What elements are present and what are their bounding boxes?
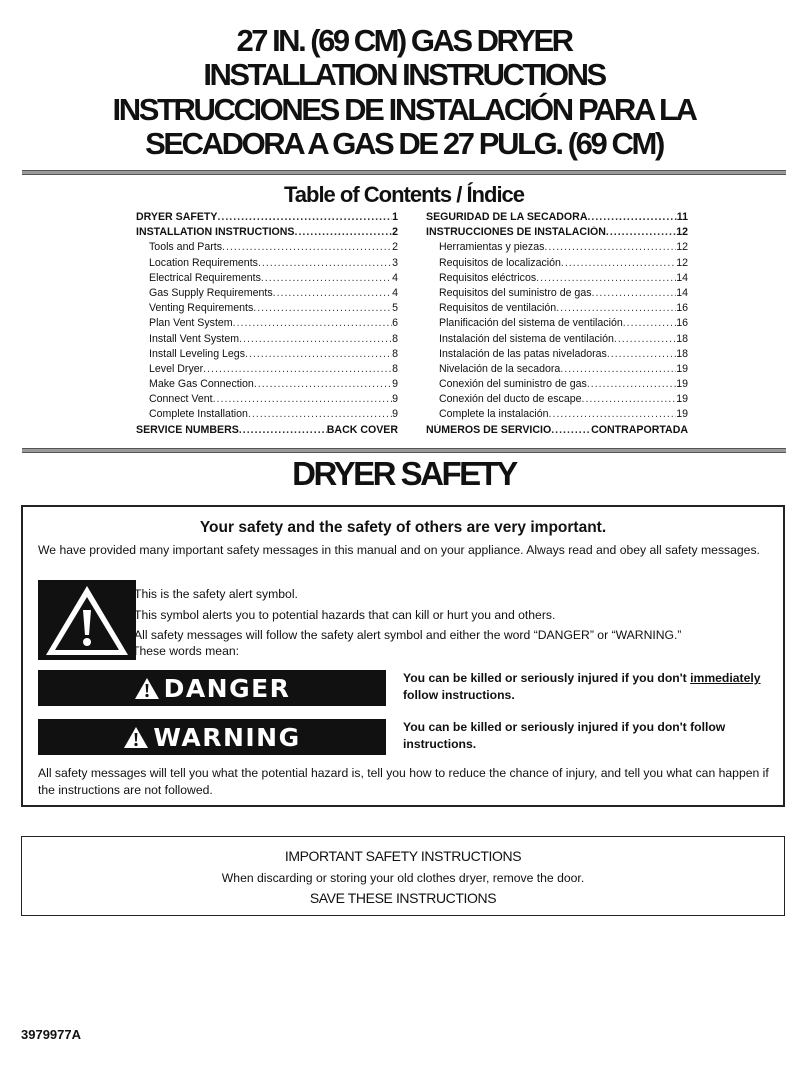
toc-entry-label: Nivelación de la secadora	[439, 362, 561, 375]
toc-entry-label: Herramientas y piezas	[439, 241, 545, 254]
toc-entry	[136, 363, 398, 378]
toc-entry-label: Requisitos de localización	[439, 256, 561, 269]
toc-entry	[426, 378, 688, 393]
toc-entry	[426, 363, 688, 378]
save-instructions-text: SAVE THESE INSTRUCTIONS	[309, 890, 497, 906]
toc-entry-label: Complete Installation	[149, 408, 248, 421]
toc-entry	[136, 378, 398, 393]
toc-entry	[426, 241, 688, 256]
toc-leader-dots	[536, 272, 676, 284]
toc-column-english	[136, 211, 398, 439]
toc-leader-dots	[561, 257, 676, 269]
toc-entry-label: Electrical Requirements	[149, 271, 261, 284]
toc-entry-page: 12	[676, 256, 688, 269]
toc-entry-label: Tools and Parts	[149, 241, 223, 254]
toc-entry	[426, 317, 688, 332]
toc-entry-label: NÚMEROS DE SERVICIO	[426, 423, 552, 436]
toc-entry-label: Level Dryer	[149, 362, 204, 375]
toc-leader-dots	[203, 363, 392, 375]
title-es-line2: SECADORA A GAS DE 27 PULG. (69 CM)	[145, 126, 663, 161]
divider-middle	[22, 448, 786, 453]
toc-entry-page: 12	[676, 241, 688, 254]
toc-entry	[136, 317, 398, 332]
toc-leader-dots	[556, 302, 676, 314]
safety-box	[21, 505, 785, 807]
toc-entry-label: Conexión del ducto de escape	[439, 393, 582, 406]
divider-top	[22, 170, 786, 175]
toc-title: Table of Contents / Índice	[283, 182, 525, 207]
toc-entry	[426, 226, 688, 241]
toc-leader-dots	[623, 317, 676, 329]
toc-entry-label: INSTRUCCIONES DE INSTALACIÓN	[426, 226, 606, 239]
toc-entry-label: Location Requirements	[149, 256, 258, 269]
toc-leader-dots	[551, 424, 591, 436]
toc-entry-page: BACK COVER	[326, 423, 398, 436]
toc-entry	[426, 287, 688, 302]
toc-entry	[426, 393, 688, 408]
toc-leader-dots	[261, 272, 392, 284]
toc-entry	[136, 408, 398, 423]
toc-leader-dots	[253, 302, 392, 314]
toc-entry	[426, 408, 688, 423]
toc-entry-page: 8	[392, 332, 398, 345]
toc-entry-page: 16	[676, 317, 688, 330]
toc-entry	[426, 424, 688, 439]
toc-entry-page: 3	[392, 256, 398, 269]
warning-triangle-icon	[38, 580, 136, 660]
alert-triangle-icon	[134, 677, 160, 700]
toc-leader-dots	[239, 333, 392, 345]
important-instructions-box	[21, 836, 785, 916]
danger-text-after: follow instructions.	[403, 688, 515, 702]
toc-leader-dots	[217, 211, 392, 223]
toc-entry-page: 8	[392, 347, 398, 360]
toc-entry-page: 19	[676, 362, 688, 375]
toc-leader-dots	[254, 378, 392, 390]
toc-entry-page: 14	[676, 271, 688, 284]
toc-entry	[136, 272, 398, 287]
toc-leader-dots	[239, 424, 327, 436]
toc-entry	[426, 302, 688, 317]
title-en-line1: 27 IN. (69 CM) GAS DRYER	[236, 23, 572, 58]
toc-entry-label: Requisitos del suministro de gas	[439, 286, 592, 299]
toc-leader-dots	[544, 241, 676, 253]
danger-label: DANGER	[163, 673, 291, 703]
toc-entry-label: Requisitos eléctricos	[439, 271, 537, 284]
warning-description: You can be killed or seriously injured if you don't follow instructions.	[403, 720, 726, 751]
toc-entry	[136, 257, 398, 272]
toc-leader-dots	[560, 363, 676, 375]
toc-entry	[426, 211, 688, 226]
toc-entry-label: Make Gas Connection	[149, 378, 254, 391]
toc-entry-page: 19	[676, 408, 688, 421]
danger-signal-bar	[38, 670, 386, 706]
symbol-description-line1: This is the safety alert symbol.	[134, 587, 298, 601]
toc-entry-page: 2	[392, 241, 398, 254]
toc-leader-dots	[606, 226, 676, 238]
section-heading-dryer-safety: DRYER SAFETY	[292, 455, 516, 492]
toc-leader-dots	[592, 287, 677, 299]
important-instructions-heading: IMPORTANT SAFETY INSTRUCTIONS	[284, 848, 522, 864]
toc-leader-dots	[614, 333, 676, 345]
toc-leader-dots	[295, 226, 393, 238]
toc-entry-label: Plan Vent System	[149, 317, 233, 330]
toc-leader-dots	[587, 211, 676, 223]
toc-leader-dots	[213, 393, 392, 405]
toc-entry-page: 14	[676, 286, 688, 299]
toc-entry	[136, 241, 398, 256]
toc-entry-page: 18	[676, 347, 688, 360]
toc-entry-page: 9	[392, 393, 398, 406]
toc-entry	[136, 424, 398, 439]
toc-entry-page: 4	[392, 286, 398, 299]
toc-entry-label: INSTALLATION INSTRUCTIONS	[136, 226, 295, 239]
toc-entry-label: Planificación del sistema de ventilación	[439, 317, 623, 330]
document-number: 3979977A	[21, 1027, 81, 1042]
toc-entry	[426, 348, 688, 363]
toc-entry-label: Requisitos de ventilación	[439, 302, 557, 315]
toc-entry	[136, 226, 398, 241]
toc-entry-label: Complete la instalación	[439, 408, 549, 421]
title-es-line1: INSTRUCCIONES DE INSTALACIÓN PARA LA	[112, 92, 696, 127]
toc-entry-label: Conexión del suministro de gas	[439, 378, 587, 391]
toc-entry	[426, 257, 688, 272]
symbol-description-line2: This symbol alerts you to potential hazards that can kill or hurt you and others.	[134, 608, 556, 622]
toc-entry	[136, 211, 398, 226]
document-title-en	[0, 24, 808, 92]
safety-box-heading: Your safety and the safety of others are very important.	[199, 519, 607, 536]
warning-label: WARNING	[153, 722, 301, 752]
toc-entry	[136, 393, 398, 408]
toc-entry-page: 18	[676, 332, 688, 345]
toc-entry-page: 16	[676, 302, 688, 315]
danger-description	[403, 670, 781, 704]
toc-entry-page: 5	[392, 302, 398, 315]
toc-entry-label: Install Vent System	[149, 332, 240, 345]
danger-text-emphasis: immediately	[690, 671, 761, 685]
toc-leader-dots	[587, 378, 676, 390]
toc-entry-label: SERVICE NUMBERS	[136, 423, 239, 436]
toc-entry-page: 9	[392, 408, 398, 421]
toc-leader-dots	[582, 393, 677, 405]
danger-text-before: You can be killed or seriously injured if you don't	[403, 671, 691, 685]
toc-entry-page: CONTRAPORTADA	[591, 423, 688, 436]
toc-entry-page: 6	[392, 317, 398, 330]
toc-entry-label: DRYER SAFETY	[136, 211, 218, 223]
toc-entry-page: 9	[392, 378, 398, 391]
title-en-line2: INSTALLATION INSTRUCTIONS	[203, 57, 605, 92]
toc-leader-dots	[258, 257, 392, 269]
warning-signal-bar	[38, 719, 386, 755]
important-instructions-text: When discarding or storing your old clothes dryer, remove the door.	[221, 871, 585, 885]
toc-column-spanish	[426, 211, 688, 439]
alert-triangle-icon	[123, 726, 149, 749]
symbol-description-line3: All safety messages will follow the safety alert symbol and either the word “DANGER” or “WARNING.”	[134, 628, 682, 642]
toc-entry	[426, 272, 688, 287]
toc-leader-dots	[245, 348, 392, 360]
toc-entry-page: 2	[392, 226, 398, 239]
toc-entry-page: 1	[392, 211, 398, 223]
toc-entry-page: 4	[392, 271, 398, 284]
toc-leader-dots	[549, 408, 677, 420]
toc-leader-dots	[233, 317, 392, 329]
toc-entry-label: SEGURIDAD DE LA SECADORA	[426, 211, 588, 223]
symbol-description-line4: These words mean:	[132, 644, 240, 658]
toc-entry-label: Connect Vent	[149, 393, 213, 406]
toc-entry	[136, 302, 398, 317]
toc-entry-page: 19	[676, 393, 688, 406]
toc-entry-label: Gas Supply Requirements	[149, 286, 273, 299]
toc-entry	[136, 348, 398, 363]
safety-intro: We have provided many important safety messages in this manual and on your appliance. Always read and obey all safety messages.	[38, 543, 760, 557]
toc-entry-label: Instalación del sistema de ventilación	[439, 332, 614, 345]
safety-outro: All safety messages will tell you what the potential hazard is, tell you how to reduce the chance of injury, and tell you what can happen if the instructions are not followed.	[38, 766, 769, 797]
toc-entry	[426, 333, 688, 348]
toc-entry-page: 19	[676, 378, 688, 391]
toc-leader-dots	[607, 348, 676, 360]
toc-entry-page: 11	[676, 211, 688, 223]
toc-leader-dots	[248, 408, 392, 420]
toc-entry-label: Venting Requirements	[149, 302, 254, 315]
toc-entry	[136, 333, 398, 348]
toc-entry-page: 12	[676, 226, 688, 239]
toc-leader-dots	[273, 287, 392, 299]
toc-leader-dots	[222, 241, 392, 253]
toc-entry-label: Instalación de las patas niveladoras	[439, 347, 607, 360]
document-title-es	[0, 93, 808, 161]
toc-entry	[136, 287, 398, 302]
toc-entry-page: 8	[392, 362, 398, 375]
toc-entry-label: Install Leveling Legs	[149, 347, 245, 360]
